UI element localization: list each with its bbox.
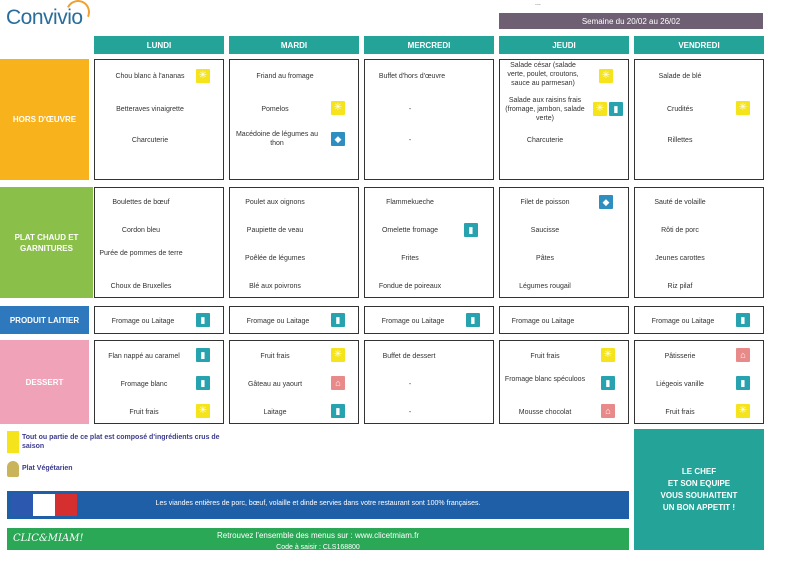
menu-item: - <box>408 137 412 144</box>
cell-hors-lundi <box>94 59 224 180</box>
menu-item: Boulettes de bœuf <box>112 199 170 206</box>
bakery-icon: ⌂ <box>736 348 750 362</box>
menu-item: Fruit frais <box>665 409 695 416</box>
logo-name: Convivio <box>6 6 83 29</box>
cell-hors-jeudi <box>499 59 629 180</box>
sun-icon: ✳ <box>593 102 607 116</box>
menu-item: Buffet de dessert <box>382 353 436 360</box>
sun-icon: ✳ <box>331 348 345 362</box>
menu-item: - <box>408 409 412 416</box>
day-header-lundi: LUNDI <box>94 36 224 54</box>
category-hors-doeuvre: HORS D'ŒUVRE <box>0 59 89 180</box>
cell-laitier-mercredi <box>364 306 494 334</box>
sun-icon: ✳ <box>601 348 615 362</box>
menu-item: Betteraves vinaigrette <box>116 106 184 113</box>
menu-item: Flan nappé au caramel <box>108 353 180 360</box>
milk-bottle-icon: ▮ <box>196 376 210 390</box>
day-header-mardi: MARDI <box>229 36 359 54</box>
legend-vegetarian: Plat Végétarien <box>22 465 73 472</box>
milk-bottle-icon: ▮ <box>196 313 210 327</box>
legend-leaf-icon <box>7 461 19 477</box>
menu-item: Charcuterie <box>131 137 169 144</box>
french-meat-banner <box>7 491 629 519</box>
menu-item: Mousse chocolat <box>518 409 572 416</box>
menu-item: Salade de blé <box>658 73 702 80</box>
convivio-logo <box>6 6 98 40</box>
cell-laitier-jeudi <box>499 306 629 334</box>
menu-item: Fromage ou Laitage <box>511 318 575 325</box>
day-header-vendredi: VENDREDI <box>634 36 764 54</box>
sun-icon: ✳ <box>331 101 345 115</box>
menu-item: Omelette fromage <box>381 227 439 234</box>
menu-item: Sauté de volaille <box>654 199 706 206</box>
menu-item: Fromage ou Laitage <box>381 318 445 325</box>
menu-item: Charcuterie <box>526 137 564 144</box>
fish-icon: ◆ <box>599 195 613 209</box>
cell-plat-mercredi <box>364 187 494 298</box>
cell-laitier-lundi <box>94 306 224 334</box>
menu-item: Cordon bleu <box>121 227 161 234</box>
menu-item: Flammekueche <box>386 199 434 206</box>
day-header-jeudi: JEUDI <box>499 36 629 54</box>
menu-item: Saucisse <box>530 227 560 234</box>
menu-item: - <box>408 106 412 113</box>
sun-icon: ✳ <box>736 101 750 115</box>
cell-laitier-vendredi <box>634 306 764 334</box>
cell-plat-lundi <box>94 187 224 298</box>
menu-item: Fromage blanc <box>120 381 168 388</box>
menu-item: Fromage blanc spéculoos <box>504 376 586 383</box>
milk-bottle-icon: ▮ <box>331 313 345 327</box>
menu-item: Pâtisserie <box>664 353 696 360</box>
menu-item: Chou blanc à l'ananas <box>115 73 185 80</box>
menu-item: Filet de poisson <box>520 199 570 206</box>
menu-item: Macédoine de légumes au thon <box>235 131 319 147</box>
menu-item: Paupiette de veau <box>246 227 304 234</box>
cell-plat-vendredi <box>634 187 764 298</box>
menu-item: Rôti de porc <box>661 227 699 234</box>
menu-item: Fruit frais <box>129 409 159 416</box>
chef-message <box>634 429 764 550</box>
top-cut-text: ... <box>535 0 541 7</box>
menu-item: Liégeois vanille <box>656 381 704 388</box>
menu-item: Rillettes <box>667 137 693 144</box>
category-produit-laitier: PRODUIT LAITIER <box>0 306 89 334</box>
menu-item: Salade aux raisins frais (fromage, jambon, salade verte) <box>505 97 585 122</box>
menu-item: Poulet aux oignons <box>245 199 305 206</box>
menu-item: Blé aux poivrons <box>249 283 301 290</box>
week-banner: Semaine du 20/02 au 26/02 <box>499 13 763 29</box>
menu-item: Riz pilaf <box>667 283 693 290</box>
sun-icon: ✳ <box>196 404 210 418</box>
cell-hors-mercredi <box>364 59 494 180</box>
sun-icon: ✳ <box>736 404 750 418</box>
cell-dessert-mercredi <box>364 340 494 424</box>
bakery-icon: ⌂ <box>331 376 345 390</box>
menu-item: Jeunes carottes <box>655 255 705 262</box>
cell-dessert-mardi <box>229 340 359 424</box>
menu-item: Légumes rougail <box>519 283 571 290</box>
category-dessert: DESSERT <box>0 340 89 424</box>
website-text[interactable]: Retrouvez l'ensemble des menus sur : www.clicetmiam.fr <box>216 531 420 540</box>
milk-bottle-icon: ▮ <box>609 102 623 116</box>
menu-item: Fromage ou Laitage <box>651 318 715 325</box>
menu-item: Fromage ou Laitage <box>246 318 310 325</box>
day-header-mercredi: MERCREDI <box>364 36 494 54</box>
milk-bottle-icon: ▮ <box>331 404 345 418</box>
menu-item: Laitage <box>263 409 287 416</box>
menu-item: Purée de pommes de terre <box>99 250 183 257</box>
menu-item: Buffet d'hors d'œuvre <box>378 73 446 80</box>
legend-seasonal: Tout ou partie de ce plat est composé d'ingrédients crus de saison <box>22 434 220 450</box>
milk-bottle-icon: ▮ <box>466 313 480 327</box>
cell-dessert-vendredi <box>634 340 764 424</box>
menu-item: - <box>408 381 412 388</box>
menu-item: Fromage ou Laitage <box>111 318 175 325</box>
milk-bottle-icon: ▮ <box>736 376 750 390</box>
chef-message-text: LE CHEF ET SON EQUIPE VOUS SOUHAITENT UN BON APPETIT ! <box>660 466 738 512</box>
website-banner <box>7 528 629 550</box>
menu-item: Pâtes <box>536 255 554 262</box>
menu-item: Choux de Bruxelles <box>110 283 172 290</box>
menu-item: Gâteau au yaourt <box>247 381 303 388</box>
french-meat-text: Les viandes entières de porc, bœuf, volaille et dinde servies dans votre restaurant sont 100% françaises. <box>155 500 481 507</box>
website-code: Code à saisir : CLS168800 <box>276 544 360 551</box>
milk-bottle-icon: ▮ <box>736 313 750 327</box>
menu-item: Fruit frais <box>530 353 560 360</box>
menu-item: Frites <box>401 255 419 262</box>
menu-item: Poêlée de légumes <box>245 255 305 262</box>
cell-plat-mardi <box>229 187 359 298</box>
category-plat-chaud: PLAT CHAUD ET GARNITURES <box>0 187 93 298</box>
menu-item: Fruit frais <box>260 353 290 360</box>
menu-item: Friand au fromage <box>256 73 314 80</box>
sun-icon: ✳ <box>599 69 613 83</box>
milk-bottle-icon: ▮ <box>196 348 210 362</box>
cell-laitier-mardi <box>229 306 359 334</box>
menu-item: Crudités <box>666 106 694 113</box>
cell-dessert-jeudi <box>499 340 629 424</box>
fish-icon: ◆ <box>331 132 345 146</box>
milk-bottle-icon: ▮ <box>464 223 478 237</box>
cell-hors-vendredi <box>634 59 764 180</box>
menu-item: Pomelos <box>261 106 289 113</box>
bakery-icon: ⌂ <box>601 404 615 418</box>
milk-bottle-icon: ▮ <box>601 376 615 390</box>
clic-miam-logo: CLIC&MIAM! <box>13 533 84 544</box>
cell-dessert-lundi <box>94 340 224 424</box>
legend-sun-icon <box>7 431 19 453</box>
menu-item: Salade césar (salade verte, poulet, croutons, sauce au parmesan) <box>507 62 579 87</box>
sun-icon: ✳ <box>196 69 210 83</box>
menu-item: Fondue de poireaux <box>378 283 442 290</box>
cell-hors-mardi <box>229 59 359 180</box>
cell-plat-jeudi <box>499 187 629 298</box>
